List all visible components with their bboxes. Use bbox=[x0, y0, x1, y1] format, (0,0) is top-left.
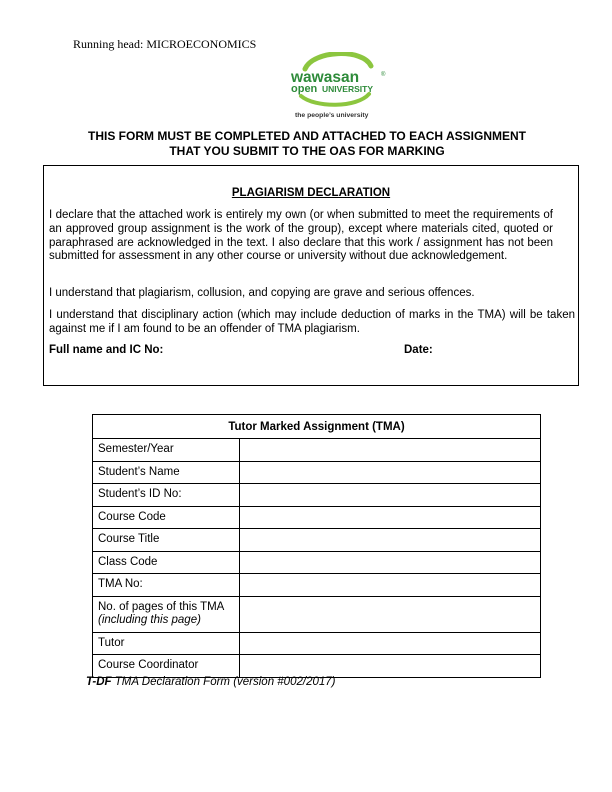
running-head: Running head: MICROECONOMICS bbox=[73, 37, 257, 51]
course-coordinator-field[interactable] bbox=[240, 655, 541, 678]
student-name-field[interactable] bbox=[240, 461, 541, 484]
student-id-field[interactable] bbox=[240, 484, 541, 507]
logo-open: open bbox=[291, 83, 318, 95]
course-coordinator-label: Course Coordinator bbox=[93, 655, 240, 678]
table-row bbox=[93, 574, 541, 597]
form-code: T-DF bbox=[86, 676, 112, 688]
table-header-row bbox=[93, 415, 541, 439]
course-code-label: Course Code bbox=[93, 506, 240, 529]
table-row bbox=[93, 655, 541, 678]
tma-table-header: Tutor Marked Assignment (TMA) bbox=[93, 415, 541, 439]
pages-label-main: No. of pages of this TMA bbox=[98, 600, 225, 613]
tutor-field[interactable] bbox=[240, 632, 541, 655]
tma-no-field[interactable] bbox=[240, 574, 541, 597]
course-title-field[interactable] bbox=[240, 529, 541, 552]
declaration-paragraph-2: I understand that plagiarism, collusion, and copying are grave and serious offences. bbox=[49, 287, 475, 299]
form-version-text: TMA Declaration Form (version #002/2017) bbox=[111, 676, 336, 688]
table-row bbox=[93, 439, 541, 462]
table-row bbox=[93, 632, 541, 655]
logo-graphic bbox=[285, 52, 389, 120]
table-row bbox=[93, 529, 541, 552]
table-row bbox=[93, 596, 541, 632]
logo-wordmark: wawasan bbox=[291, 69, 360, 86]
course-title-label: Course Title bbox=[93, 529, 240, 552]
semester-year-field[interactable] bbox=[240, 439, 541, 462]
table-row bbox=[93, 551, 541, 574]
full-name-label: Full name and IC No: bbox=[49, 344, 164, 356]
class-code-label: Class Code bbox=[93, 551, 240, 574]
pages-field[interactable] bbox=[240, 596, 541, 632]
course-code-field[interactable] bbox=[240, 506, 541, 529]
student-id-label: Student’s ID No: bbox=[93, 484, 240, 507]
declaration-title: PLAGIARISM DECLARATION bbox=[231, 187, 391, 199]
logo-registered-mark: ® bbox=[381, 72, 386, 78]
table-row bbox=[93, 506, 541, 529]
declaration-paragraph-3: I understand that disciplinary action (which may include deduction of marks in the TMA) will be taken against me if I am found to be an offender of TMA plagiarism. bbox=[49, 309, 575, 335]
logo-tagline: the people’s university bbox=[295, 112, 369, 119]
form-footer bbox=[86, 676, 335, 688]
tma-table bbox=[92, 414, 541, 678]
logo-university: UNIVERSITY bbox=[322, 84, 374, 94]
declaration-paragraph-1: I declare that the attached work is entirely my own (or when submitted to meet the requirements of an approved group assignment is the work of the group), except where materials cited, quoted or paraphrased are acknowledged in the text. I also declare that this work / assignment has not been submitted for assessment in any other course or university without due acknowledgement. bbox=[49, 209, 553, 263]
semester-year-label: Semester/Year bbox=[93, 439, 240, 462]
tutor-label: Tutor bbox=[93, 632, 240, 655]
table-row bbox=[93, 461, 541, 484]
student-name-label: Student’s Name bbox=[93, 461, 240, 484]
tma-no-label: TMA No: bbox=[93, 574, 240, 597]
pages-label bbox=[93, 596, 240, 632]
instruction-line-2: THAT YOU SUBMIT TO THE OAS FOR MARKING bbox=[169, 144, 445, 158]
pages-label-sub: (including this page) bbox=[98, 614, 201, 626]
class-code-field[interactable] bbox=[240, 551, 541, 574]
university-logo bbox=[285, 52, 389, 120]
table-row bbox=[93, 484, 541, 507]
plagiarism-declaration-box bbox=[43, 165, 579, 386]
instruction-line-1: THIS FORM MUST BE COMPLETED AND ATTACHED TO EACH ASSIGNMENT bbox=[88, 129, 526, 143]
date-label: Date: bbox=[404, 344, 433, 356]
